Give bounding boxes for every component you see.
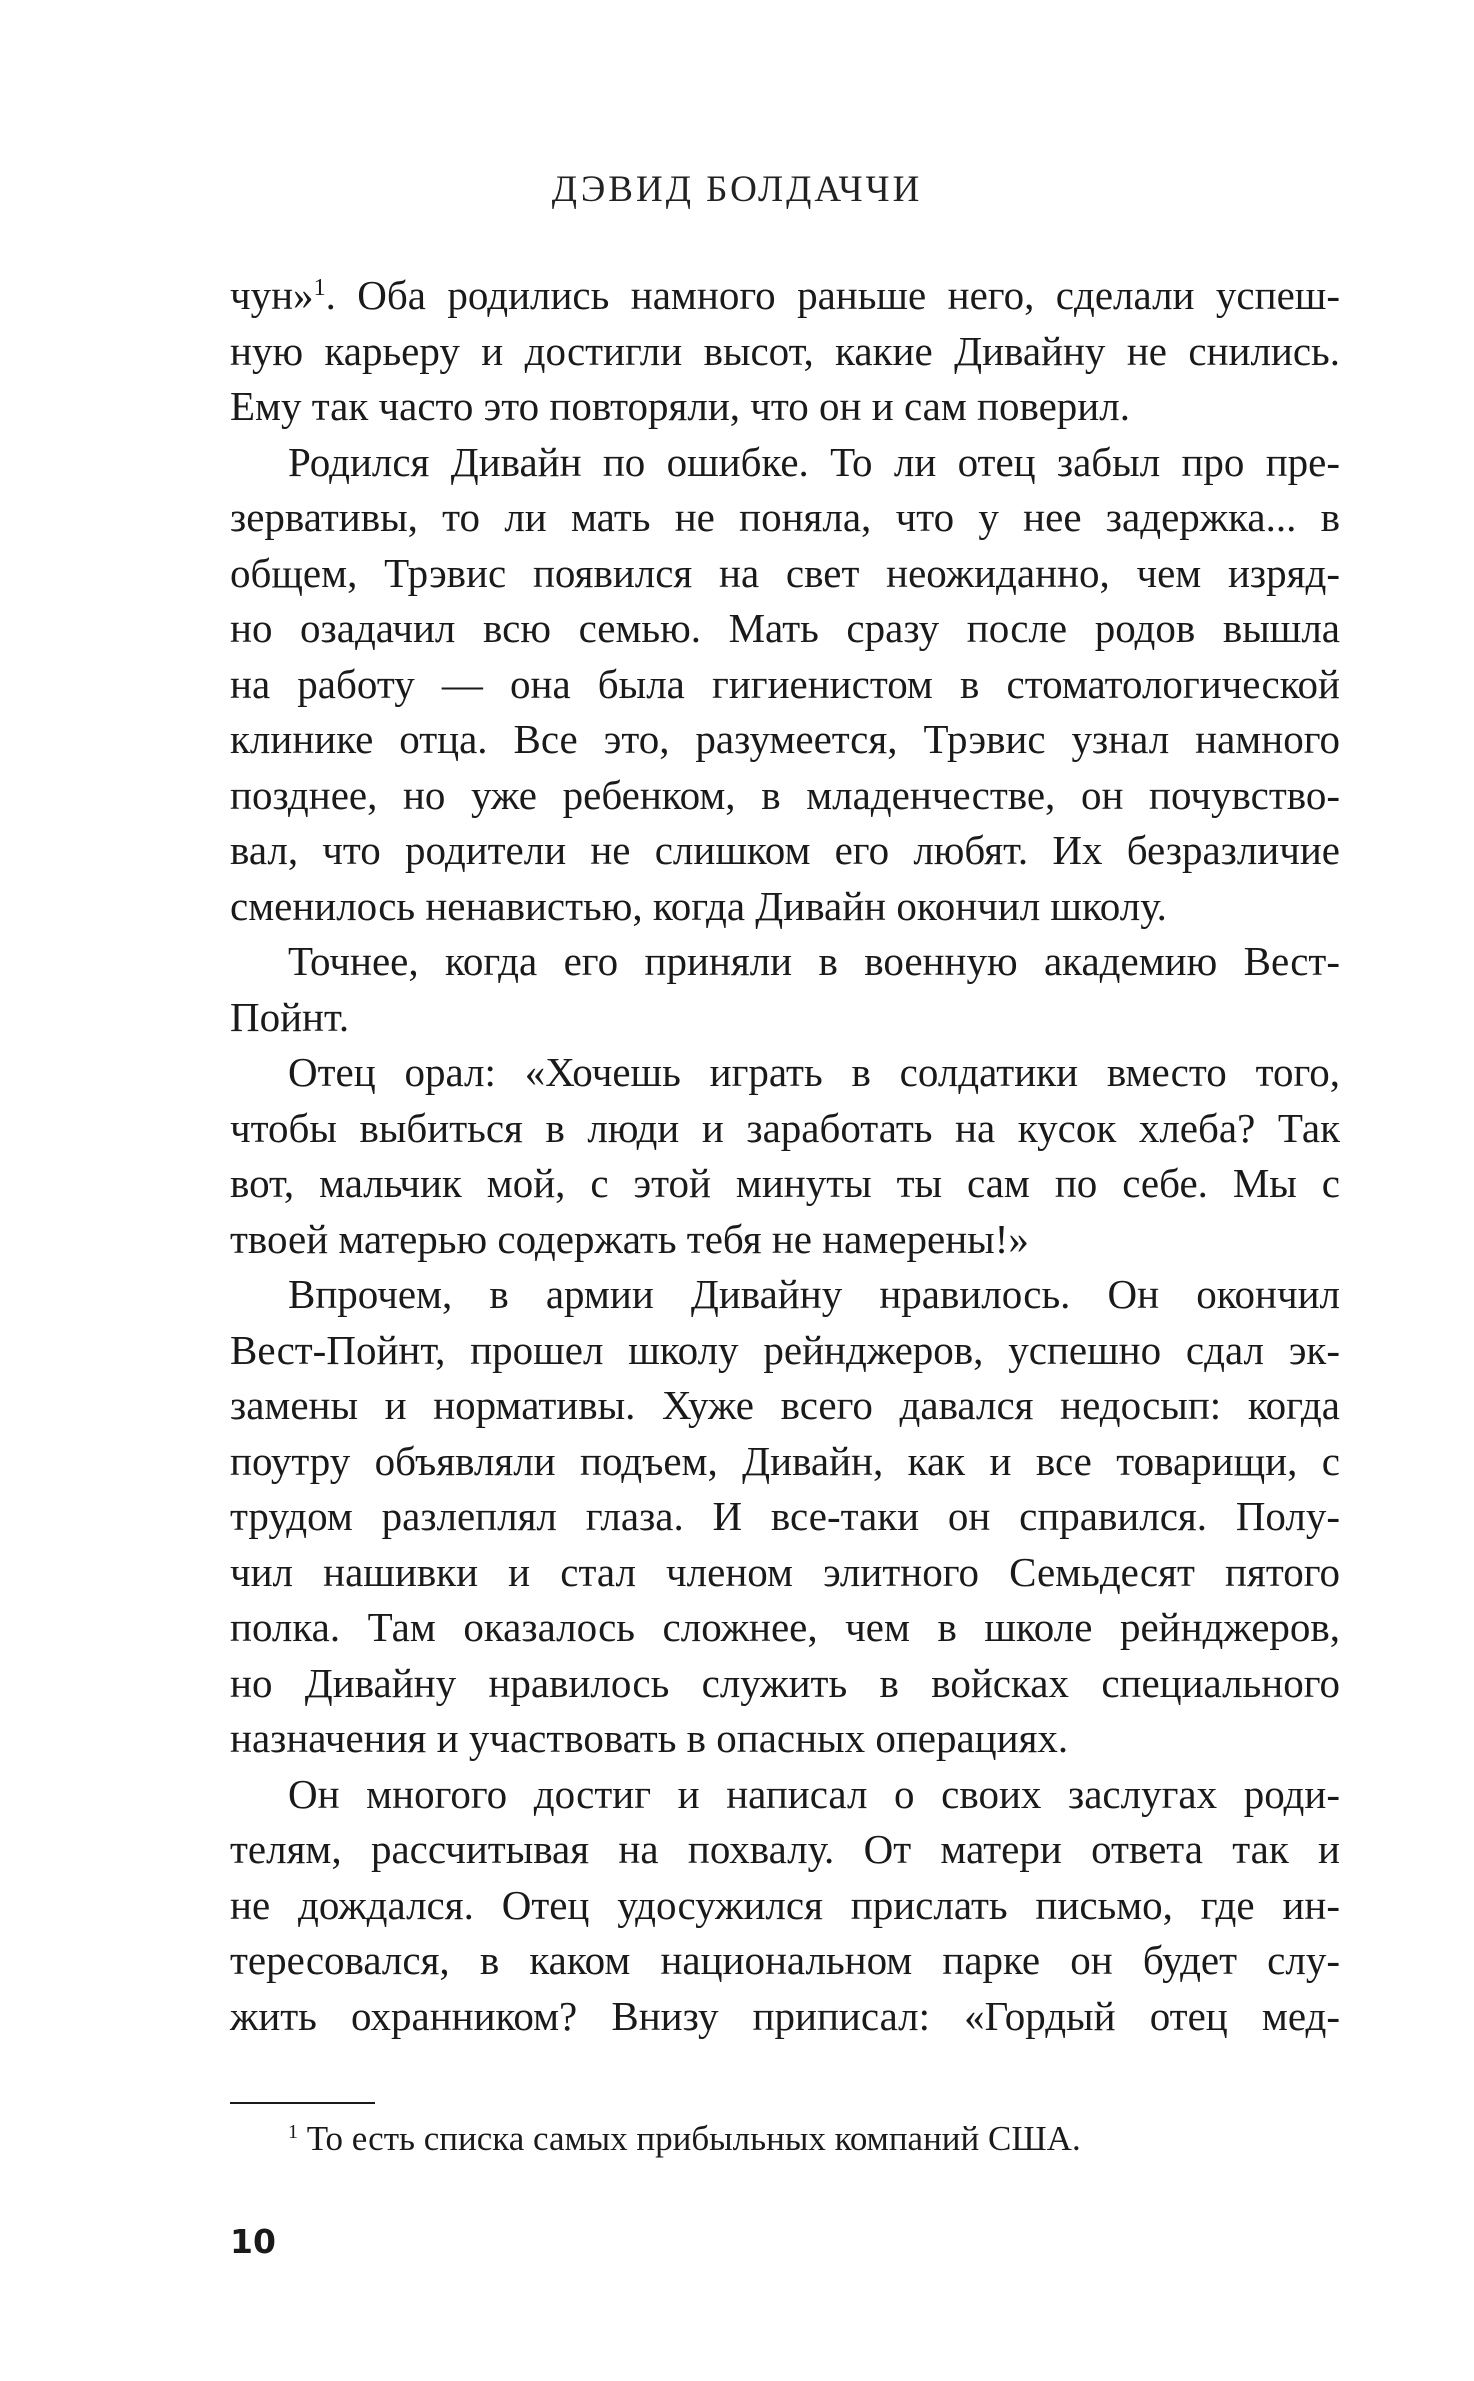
text-line: поутру объявляли подъем, Дивайн, как и все товарищи, с xyxy=(230,1437,1340,1484)
text-line: Ему так часто это повторяли, что он и сам поверил. xyxy=(230,383,1130,429)
text-line: не дождался. Отец удосужился прислать письмо, где ин- xyxy=(230,1881,1340,1928)
footnote-marker: 1 xyxy=(288,2121,298,2143)
footnote-ref: 1 xyxy=(313,275,326,301)
text-line: но Дивайну нравилось служить в войсках специального xyxy=(230,1659,1340,1706)
text-line: Вест-Пойнт, прошел школу рейнджеров, успешно сдал эк- xyxy=(230,1326,1340,1373)
text-line: вал, что родители не слишком его любят. Их безразличие xyxy=(230,827,1340,873)
text-line: Впрочем, в армии Дивайну нравилось. Он окончил xyxy=(288,1271,1340,1317)
text-line: Пойнт. xyxy=(230,993,350,1040)
footnote-text: То есть списка самых прибыльных компаний США. xyxy=(298,2119,1081,2158)
text-line: клинике отца. Все это, разумеется, Трэвис узнал намного xyxy=(230,716,1340,762)
text-line: чил нашивки и стал членом элитного Семьдесят пятого xyxy=(230,1548,1340,1595)
text-line: ную карьеру и достигли высот, какие Дивайну не снились. xyxy=(230,327,1340,374)
text-line: замены и нормативы. Хуже всего давался недосып: когда xyxy=(230,1382,1340,1428)
text-line: жить охранником? Внизу приписал: «Гордый отец мед- xyxy=(230,1992,1340,2039)
text-fragment: чун» xyxy=(230,272,314,318)
text-line: на работу — она была гигиенистом в стоматологической xyxy=(230,660,1340,707)
text-line: Родился Дивайн по ошибке. То ли отец забыл про пре- xyxy=(288,438,1340,485)
footnote-divider xyxy=(230,2102,375,2104)
text-line: тересовался, в каком национальном парке он будет слу- xyxy=(230,1937,1340,1983)
text-fragment: . Оба родились намного раньше него, сделали успеш- xyxy=(325,272,1340,318)
text-line: полка. Там оказалось сложнее, чем в школе рейнджеров, xyxy=(230,1604,1340,1650)
text-line: позднее, но уже ребенком, в младенчестве, он почувство- xyxy=(230,771,1340,818)
text-line: Отец орал: «Хочешь играть в солдатики вместо того, xyxy=(288,1049,1340,1095)
text-line: Точнее, когда его приняли в военную академию Вест- xyxy=(288,938,1340,984)
running-head: ДЭВИД БОЛДАЧЧИ xyxy=(551,169,923,210)
text-line: чтобы выбиться в люди и заработать на кусок хлеба? Так xyxy=(230,1104,1340,1151)
text-line: твоей матерью содержать тебя не намерены!» xyxy=(230,1215,1029,1262)
page-number: 10 xyxy=(230,2222,276,2261)
text-line: но озадачил всю семью. Мать сразу после родов вышла xyxy=(230,605,1340,651)
text-line: сменилось ненавистью, когда Дивайн окончил школу. xyxy=(230,882,1167,929)
text-line: зервативы, то ли мать не поняла, что у нее задержка... в xyxy=(230,494,1340,540)
text-line: телям, рассчитывая на похвалу. От матери ответа так и xyxy=(230,1826,1340,1872)
text-line: общем, Трэвис появился на свет неожиданно, чем изряд- xyxy=(230,549,1340,596)
footnote xyxy=(288,2117,1081,2161)
text-line: Он многого достиг и написал о своих заслугах роди- xyxy=(288,1770,1340,1817)
body-text xyxy=(230,268,1340,2044)
text-line: вот, мальчик мой, с этой минуты ты сам по себе. Мы с xyxy=(230,1160,1340,1206)
text-line xyxy=(230,268,1340,324)
text-line: трудом разлеплял глаза. И все-таки он справился. Полу- xyxy=(230,1493,1340,1539)
text-line: назначения и участвовать в опасных операциях. xyxy=(230,1715,1069,1761)
